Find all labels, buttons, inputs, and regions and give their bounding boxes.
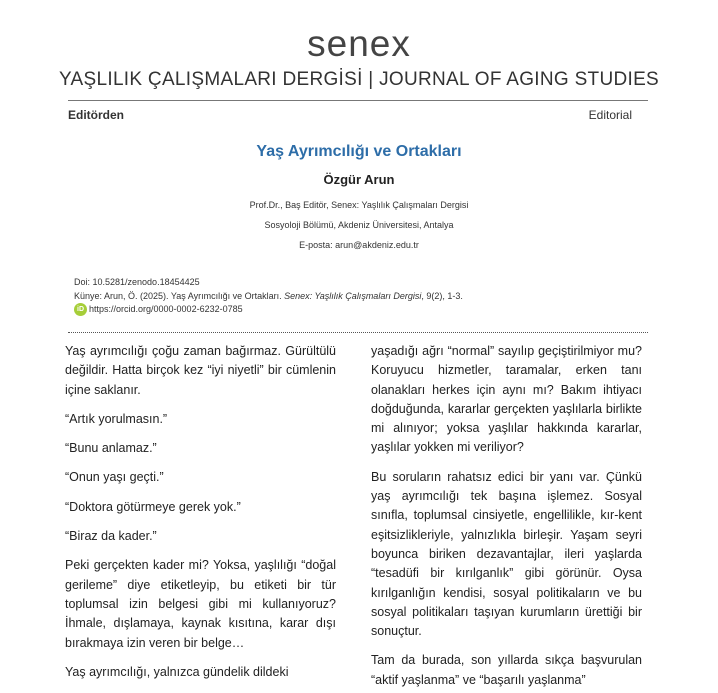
paragraph: “Bunu anlamaz.” [65, 441, 157, 456]
body-column-right [371, 342, 642, 693]
citation-suffix: , 9(2), 1-3. [421, 291, 463, 301]
citation-journal: Senex: Yaşlılık Çalışmaları Dergisi [284, 291, 422, 301]
section-label-tr: Editörden [68, 108, 124, 122]
paragraph: Peki gerçekten kader mi? Yoksa, yaşlılığı “doğal gerileme” diye etiketleyip, bu etiketi bir tür toplumsal izin belgesi gibi mi kullanıyoruz? İhmale, dışlamaya, kaynak kısıtına, karar dışı bırakmaya izin veren bir belge… [65, 558, 336, 650]
affiliation-position: Prof.Dr., Baş Editör, Senex: Yaşlılık Çalışmaları Dergisi [249, 200, 469, 210]
orcid-link[interactable] [74, 303, 243, 316]
author-name: Özgür Arun [323, 172, 395, 187]
article-title: Yaş Ayrımcılığı ve Ortakları [256, 143, 462, 160]
header-divider [68, 100, 648, 101]
doi[interactable]: Doi: 10.5281/zenodo.18454425 [74, 277, 200, 287]
paragraph: yaşadığı ağrı “normal” sayılıp geçiştirilmiyor mu? Koruyucu hizmetler, taramalar, erken tanı olanakları herkes için aynı mı? Bakım ihtiyacı doğduğunda, kararlar gerçekten yaşlılarla birlikte mi alınıyor; yoksa yaşlılar hakkında kararlar, yaşlılar yokken mi veriliyor? [371, 344, 642, 455]
paragraph: “Onun yaşı geçti.” [65, 470, 164, 485]
paragraph: “Doktora götürmeye gerek yok.” [65, 499, 241, 514]
orcid-url[interactable]: https://orcid.org/0000-0002-6232-0785 [89, 304, 243, 314]
meta-divider [68, 332, 648, 333]
body-column-left [65, 342, 336, 693]
paragraph: “Biraz da kader.” [65, 529, 157, 544]
orcid-icon: iD [74, 303, 87, 316]
section-label-en: Editorial [588, 108, 632, 122]
journal-logo: senex [307, 23, 411, 64]
paragraph: Yaş ayrımcılığı, yalnızca gündelik dildeki [65, 664, 289, 679]
author-email[interactable]: E-posta: arun@akdeniz.edu.tr [299, 240, 419, 250]
paragraph: Yaş ayrımcılığı çoğu zaman bağırmaz. Gürültülü değildir. Hatta birçok kez “iyi niyetli” bir cümlenin içine saklanır. [65, 344, 336, 397]
paragraph: Bu soruların rahatsız edici bir yanı var. Çünkü yaş ayrımcılığı tek başına işlemez. Sosyal sınıfla, toplumsal cinsiyetle, engellilikle, kır-kent eşitsizlikleriyle, yalnızlıkla birleşir. Yaşam seyri boyunca biriken dezavantajlar, ileri yaşlarda “tesadüfi bir kırılganlık” gibi görünür. Oysa kırılganlığın kendisi, sosyal politikaların ve bu sosyal politikaları taşıyan kurumların ürettiği bir sonuçtur. [371, 469, 642, 639]
citation-prefix: Künye: Arun, Ö. (2025). Yaş Ayrımcılığı ve Ortakları. [74, 291, 282, 301]
journal-name: YAŞLILIK ÇALIŞMALARI DERGİSİ | JOURNAL OF AGING STUDIES [58, 69, 660, 90]
paragraph: “Artık yorulmasın.” [65, 411, 168, 426]
citation [74, 290, 463, 302]
paragraph: Tam da burada, son yıllarda sıkça başvurulan “aktif yaşlanma” ve “başarılı yaşlanma” [371, 653, 642, 687]
affiliation-department: Sosyoloji Bölümü, Akdeniz Üniversitesi, Antalya [264, 220, 454, 230]
